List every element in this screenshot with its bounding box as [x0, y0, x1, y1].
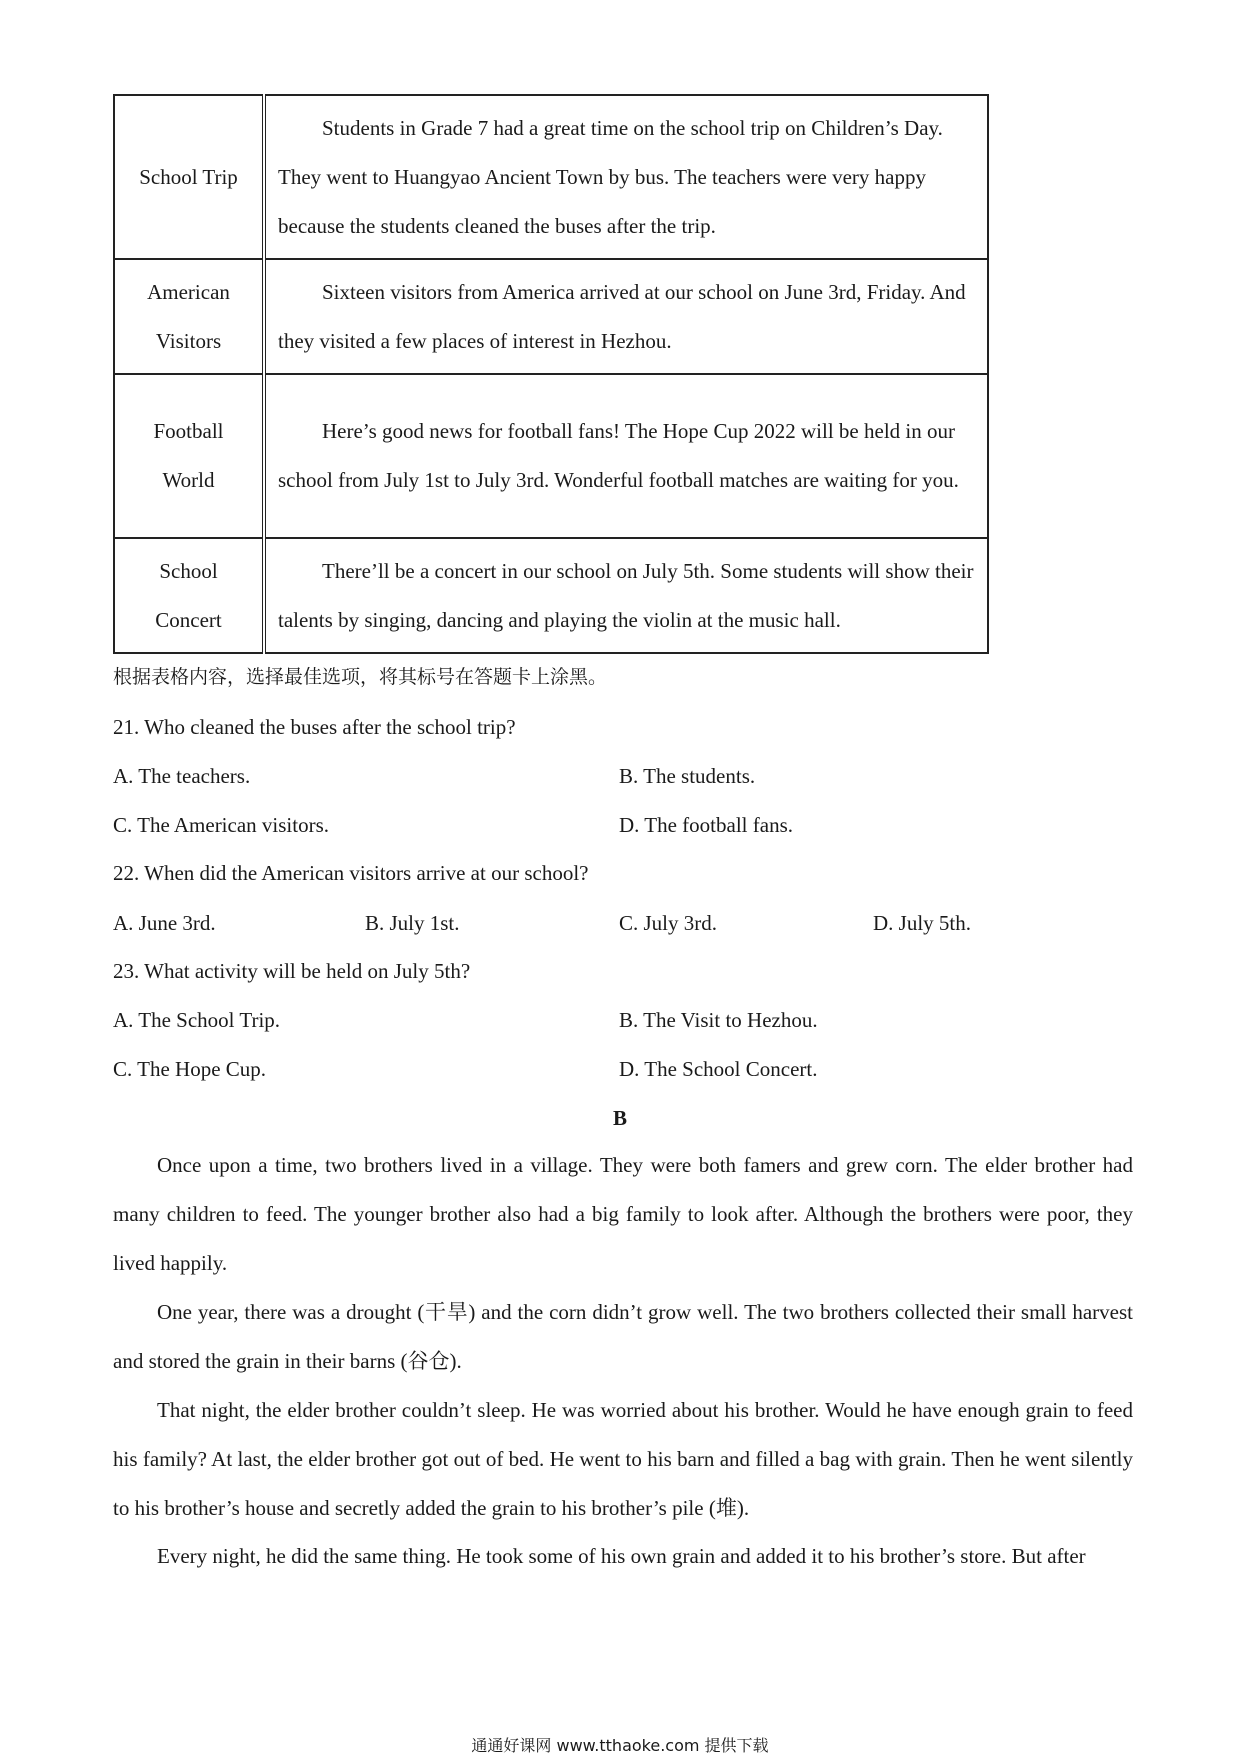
row-label: Football World — [114, 374, 264, 538]
news-table — [113, 94, 989, 654]
option-22b[interactable]: B. July 1st. — [365, 911, 460, 935]
passage-paragraph: That night, the elder brother couldn’t sleep. He was worried about his brother. Would he have enough grain to feed his family? At last, the elder brother got out of bed. He went to his barn and filled a bag with grain. Then he went silently to his brother’s house and secretly added the grain to his brother’s pile (堆). — [113, 1398, 1133, 1520]
passage-paragraph: Once upon a time, two brothers lived in a village. They were both famers and grew corn. The elder brother had many children to feed. The younger brother also had a big family to look after. Although the brothers were poor, they lived happily. — [113, 1153, 1133, 1275]
question-22: 22. When did the American visitors arrive at our school? — [113, 861, 589, 885]
row-text: Sixteen visitors from America arrived at our school on June 3rd, Friday. And they visited a few places of interest in Hezhou. — [264, 259, 988, 374]
row-label: School Trip — [114, 95, 264, 259]
row-label: School Concert — [114, 538, 264, 653]
option-23a[interactable]: A. The School Trip. — [113, 1008, 281, 1032]
row-label: American Visitors — [114, 259, 264, 374]
option-21c[interactable]: C. The American visitors. — [113, 813, 329, 837]
question-23: 23. What activity will be held on July 5th? — [113, 959, 471, 983]
instruction: 根据表格内容，选择最佳选项，将其标号在答题卡上涂黑。 — [113, 666, 608, 688]
section-heading: B — [612, 1106, 627, 1130]
row-text: Students in Grade 7 had a great time on the school trip on Children’s Day. They went to Huangyao Ancient Town by bus. The teachers were very happy because the students cleaned the buses after the trip. — [264, 95, 988, 259]
row-text: Here’s good news for football fans! The Hope Cup 2022 will be held in our school from July 1st to July 3rd. Wonderful football matches are waiting for you. — [264, 374, 988, 538]
option-22c[interactable]: C. July 3rd. — [619, 911, 718, 935]
page-footer: 通通好课网 www.tthaoke.com 提供下载 — [471, 1736, 769, 1755]
table-row — [114, 259, 988, 374]
row-text: There’ll be a concert in our school on July 5th. Some students will show their talents by singing, dancing and playing the violin at the music hall. — [264, 538, 988, 653]
option-23b[interactable]: B. The Visit to Hezhou. — [619, 1008, 818, 1032]
question-21: 21. Who cleaned the buses after the school trip? — [113, 715, 516, 739]
option-21b[interactable]: B. The students. — [619, 764, 756, 788]
option-21a[interactable]: A. The teachers. — [113, 764, 251, 788]
table-row — [114, 374, 988, 538]
table-row — [114, 538, 988, 653]
option-22a[interactable]: A. June 3rd. — [113, 911, 216, 935]
passage-paragraph: Every night, he did the same thing. He took some of his own grain and added it to his brother’s store. But after — [157, 1544, 1086, 1568]
option-23d[interactable]: D. The School Concert. — [619, 1057, 818, 1081]
option-23c[interactable]: C. The Hope Cup. — [113, 1057, 267, 1081]
option-21d[interactable]: D. The football fans. — [619, 813, 793, 837]
table-row — [114, 95, 988, 259]
option-22d[interactable]: D. July 5th. — [873, 911, 972, 935]
passage-paragraph: One year, there was a drought (干旱) and the corn didn’t grow well. The two brothers collected their small harvest and stored the grain in their barns (谷仓). — [113, 1300, 1133, 1373]
